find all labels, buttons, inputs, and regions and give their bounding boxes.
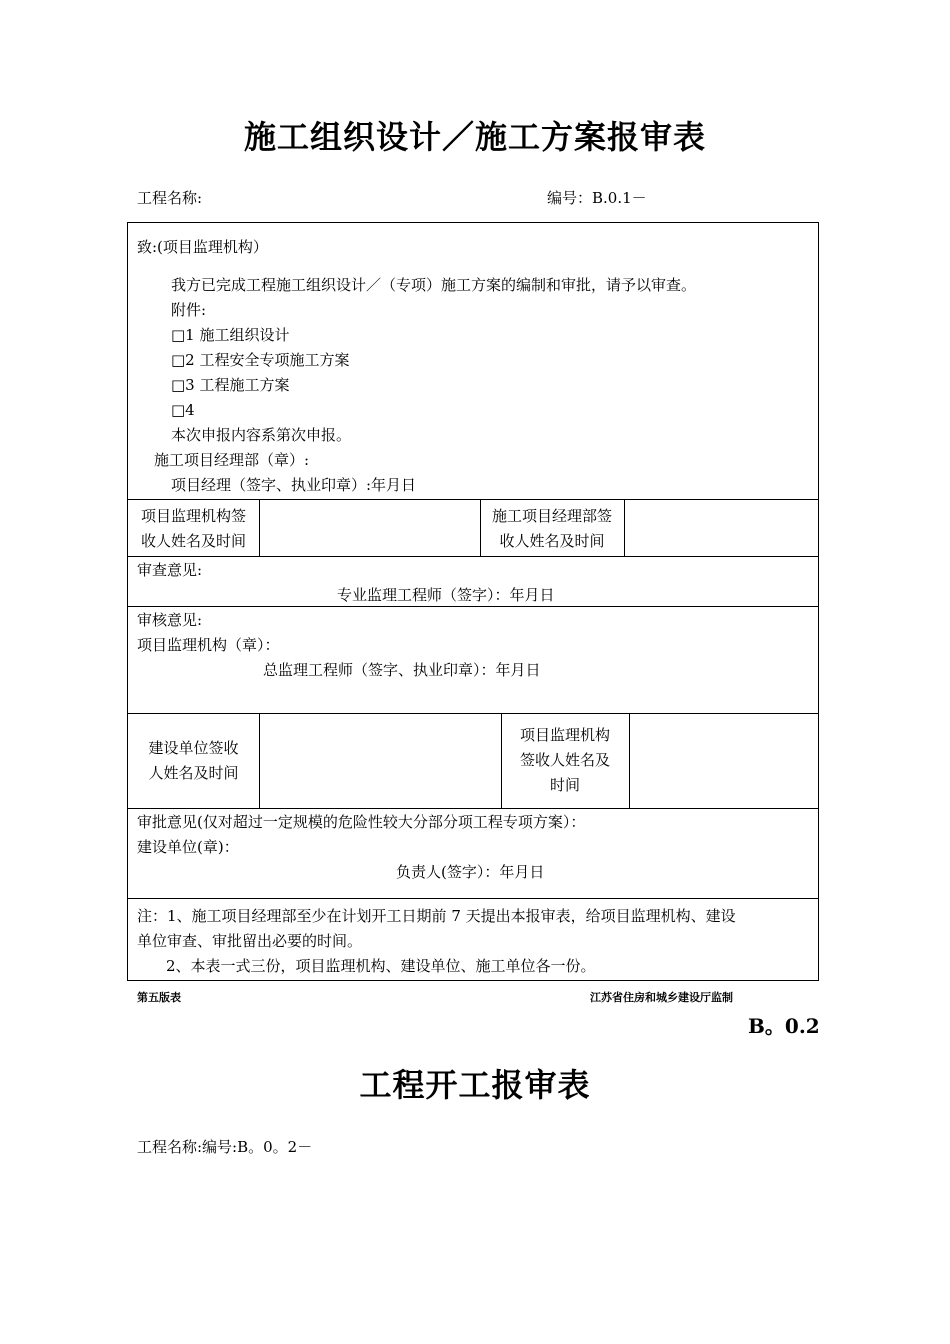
attachments-label: 附件: [171,301,207,319]
audit-sign: 总监理工程师（签字、执业印章）：年月日 [263,661,541,679]
dept-seal: 施工项目经理部（章）: [154,451,310,469]
form2-title: 工程开工报审表 [359,1066,591,1104]
attachment-item[interactable]: □1 施工组织设计 [171,326,290,344]
audit-section [128,606,818,713]
supervision-receiver-label: 项目监理机构签 收人姓名及时间 [140,507,246,550]
owner-sign: 负责人(签字）：年月日 [396,863,545,881]
attachment-item[interactable]: □3 工程施工方案 [171,376,290,394]
receiver-row-2 [128,713,818,808]
note-line: 2、本表一式三份，项目监理机构、建设单位、施工单位各一份。 [166,957,596,975]
audit-seal: 项目监理机构（章）： [137,636,280,654]
attachment-item[interactable]: □4 [171,401,195,419]
approval-label: 审批意见(仅对超过一定规模的危险性较大分部分项工程专项方案）： [137,813,586,831]
form2-project-line: 工程名称:编号:B。0。2－ [137,1138,313,1156]
note-line: 注：1、施工项目经理部至少在计划开工日期前 7 天提出本报审表，给项目监理机构、建设 [137,907,736,925]
owner-seal: 建设单位(章)： [137,838,239,856]
form-number-label: 编号：B.0.1－ [547,189,647,207]
supervisor-org: 江苏省住房和城乡建设厅监制 [590,991,733,1004]
contractor-receiver-label: 施工项目经理部签 收人姓名及时间 [491,507,612,550]
review-label: 审查意见: [137,561,203,579]
times-line: 本次申报内容系第次申报。 [171,426,352,444]
note-line: 单位审查、审批留出必要的时间。 [137,932,363,950]
approval-section [128,808,818,898]
attachment-item[interactable]: □2 工程安全专项施工方案 [171,351,350,369]
supervision-receiver2-label: 项目监理机构 签收人姓名及 时间 [519,726,610,794]
form1-table [127,222,819,981]
receiver-row-1 [128,499,818,556]
review-section [128,556,818,606]
manager-sign: 项目经理（签字、执业印章）:年月日 [171,476,417,494]
project-name-label: 工程名称: [137,189,203,207]
audit-label: 审核意见: [137,611,203,629]
form2-code: B。0.2 [748,1014,820,1038]
statement: 我方已完成工程施工组织设计／（专项）施工方案的编制和审批，请予以审查。 [171,276,697,294]
review-sign: 专业监理工程师（签字）：年月日 [337,586,555,604]
edition-label: 第五版表 [137,991,181,1004]
owner-receiver-label: 建设单位签收 人姓名及时间 [148,739,239,782]
form1-title: 施工组织设计／施工方案报审表 [243,118,706,156]
note-section [128,898,818,982]
to-line: 致:(项目监理机构） [137,238,268,256]
